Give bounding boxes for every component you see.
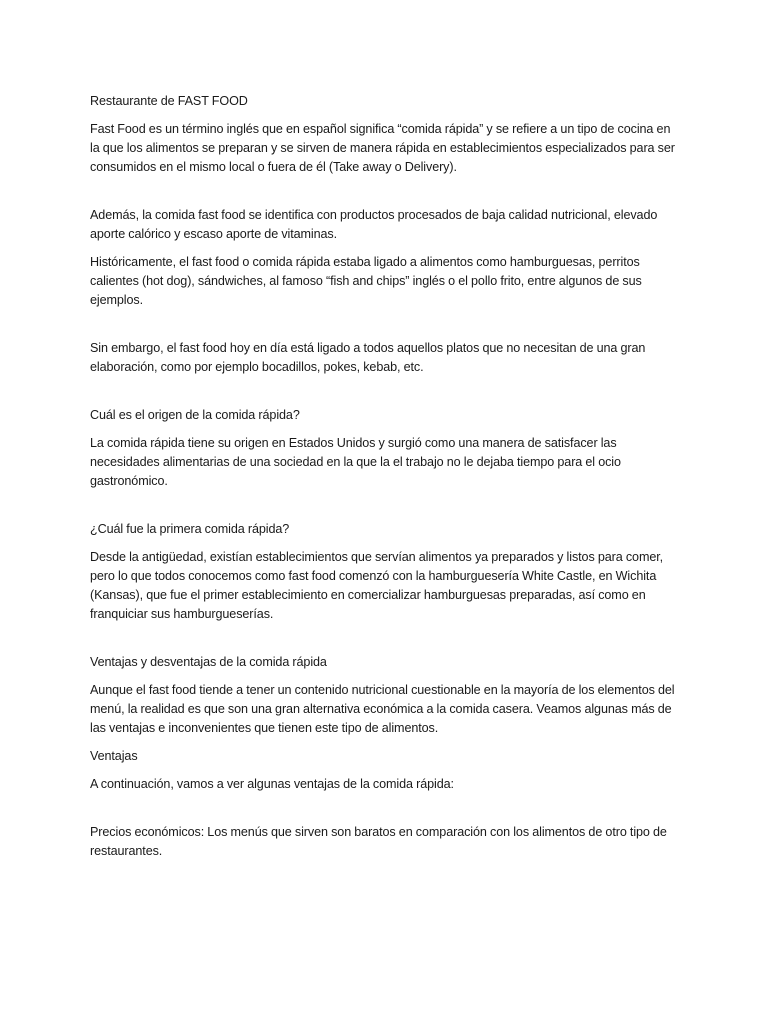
paragraph-nutrition: Además, la comida fast food se identifica con productos procesados de baja calidad nutricional, elevado aporte calórico y escaso aporte de vitaminas.: [90, 208, 658, 241]
paragraph-definition: Fast Food es un término inglés que en español significa “comida rápida” y se refiere a un tipo de cocina en la que los alimentos se preparan y se sirven de manera rápida en establecimientos especializados para ser consumidos en el mismo local o fuera de él (Take away o Delivery).: [90, 122, 675, 174]
paragraph-first-fast-food: Desde la antigüedad, existían establecimientos que servían alimentos ya preparados y listos para comer, pero lo que todos conocemos como fast food comenzó con la hamburguesería White Castle, en Wichita (Kansas), que fue el primer establecimiento en comercializar hamburguesas preparadas, así como en franquiciar sus hamburgueserías.: [90, 550, 664, 621]
heading-pros-cons: Ventajas y desventajas de la comida rápida: [90, 655, 327, 669]
paragraph-today: Sin embargo, el fast food hoy en día está ligado a todos aquellos platos que no necesitan de una gran elaboración, como por ejemplo bocadillos, pokes, kebab, etc.: [90, 341, 646, 374]
paragraph-advantages-intro: A continuación, vamos a ver algunas ventajas de la comida rápida:: [90, 777, 454, 791]
heading-first-fast-food: ¿Cuál fue la primera comida rápida?: [90, 522, 290, 536]
paragraph-origin: La comida rápida tiene su origen en Estados Unidos y surgió como una manera de satisfacer las necesidades alimentarias de una sociedad en la que la el trabajo no le dejaba tiempo para el ocio gastronómico.: [90, 436, 621, 488]
paragraph-pros-cons: Aunque el fast food tiende a tener un contenido nutricional cuestionable en la mayoría de los elementos del menú, la realidad es que son una gran alternativa económica a la comida casera. Veamos algunas más de las ventajas e inconvenientes que tienen este tipo de alimentos.: [90, 683, 675, 735]
document-body: [90, 92, 680, 861]
heading-origin: Cuál es el origen de la comida rápida?: [90, 408, 300, 422]
paragraph-history: Históricamente, el fast food o comida rápida estaba ligado a alimentos como hamburguesas, perritos calientes (hot dog), sándwiches, al famoso “fish and chips” inglés o el pollo frito, entre algunos de sus ejemplos.: [90, 255, 642, 307]
paragraph-low-prices: Precios económicos: Los menús que sirven son baratos en comparación con los alimentos de otro tipo de restaurantes.: [90, 825, 667, 858]
document-title: Restaurante de FAST FOOD: [90, 94, 248, 108]
heading-advantages: Ventajas: [90, 749, 138, 763]
